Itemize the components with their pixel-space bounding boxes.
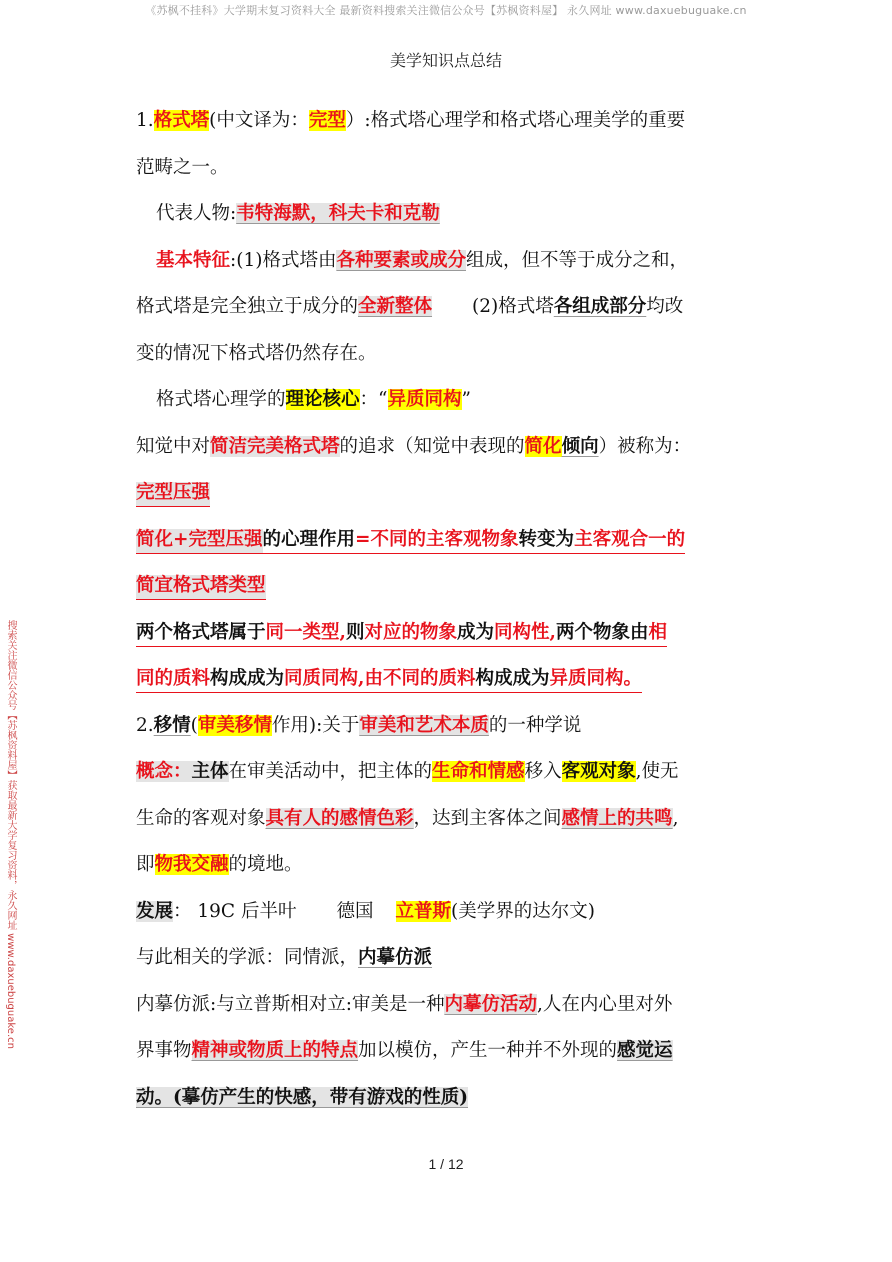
s1-line-7: 格式塔心理学的理论核心：“异质同构” [156, 389, 471, 410]
term-empathy: 移情 [153, 714, 191, 736]
s2-line-7: 内摹仿派:与立普斯相对立:审美是一种内摹仿活动,人在内心里对外 [136, 993, 673, 1015]
term-gestalt: 格式塔 [153, 110, 210, 131]
s1-line-5: 格式塔是完全独立于成分的全新整体 (2)格式塔各组成部分均改 [136, 296, 684, 317]
s2-line-9: 动。(摹仿产生的快感，带有游戏的性质) [136, 1086, 469, 1108]
representatives: 韦特海默，科夫卡和克勒 [236, 203, 440, 224]
s1-line-11: 简宜格式塔类型 [136, 563, 760, 610]
s1-line-9: 完型压强 [136, 470, 760, 517]
s1-line-12: 两个格式塔属于同一类型,则对应的物象成为同构性,两个物象由相 [136, 610, 760, 657]
page-number: 1 / 12 [428, 1156, 464, 1172]
s1-line-10: 简化+完型压强的心理作用=不同的主客观物象转变为主客观合一的 [136, 517, 760, 564]
s2-line-4: 即物我交融的境地。 [136, 854, 303, 875]
document-title: 美学知识点总结 [389, 51, 502, 70]
s1-line-1: 1.格式塔(中文译为：完型）:格式塔心理学和格式塔心理美学的重要 [136, 110, 686, 131]
s1-line-6: 变的情况下格式塔仍然存在。 [136, 342, 377, 364]
s2-line-1: 2.移情(审美移情作用):关于审美和艺术本质的一种学说 [136, 714, 582, 736]
s2-line-6: 与此相关的学派：同情派，内摹仿派 [136, 947, 433, 968]
document-body [136, 98, 760, 1121]
s1-line-8: 知觉中对简洁完美格式塔的追求（知觉中表现的简化倾向）被称为： [136, 435, 692, 457]
term-wanxing: 完型 [308, 110, 346, 131]
s2-line-3: 生命的客观对象具有人的感情色彩，达到主客体之间感情上的共鸣, [136, 807, 679, 829]
s2-line-2: 概念：主体在审美活动中，把主体的生命和情感移入客观对象,使无 [136, 761, 679, 782]
s1-line-3: 代表人物:韦特海默，科夫卡和克勒 [156, 203, 440, 224]
s1-line-2: 范畴之一。 [136, 156, 229, 178]
s1-line-13: 同的质料构成成为同质同构,由不同的质料构成成为异质同构。 [136, 656, 760, 703]
page-header: 《苏枫不挂科》大学期末复习资料大全 最新资料搜索关注微信公众号【苏枫资料屋】 永久网址 www.daxuebuguake.cn [145, 4, 747, 17]
s1-line-4: 基本特征:(1)格式塔由各种要素或成分组成，但不等于成分之和， [156, 249, 688, 271]
side-watermark: 搜索关注微信公众号【苏枫资料屋】获取最新大学复习资料，永久网址 www.daxuebuguake.cn [5, 620, 16, 1049]
s2-line-5: 发展： 19C 后半叶 德国 立普斯(美学界的达尔文) [136, 900, 595, 922]
s2-line-8: 界事物精神或物质上的特点加以模仿，产生一种并不外现的感觉运 [136, 1040, 673, 1061]
